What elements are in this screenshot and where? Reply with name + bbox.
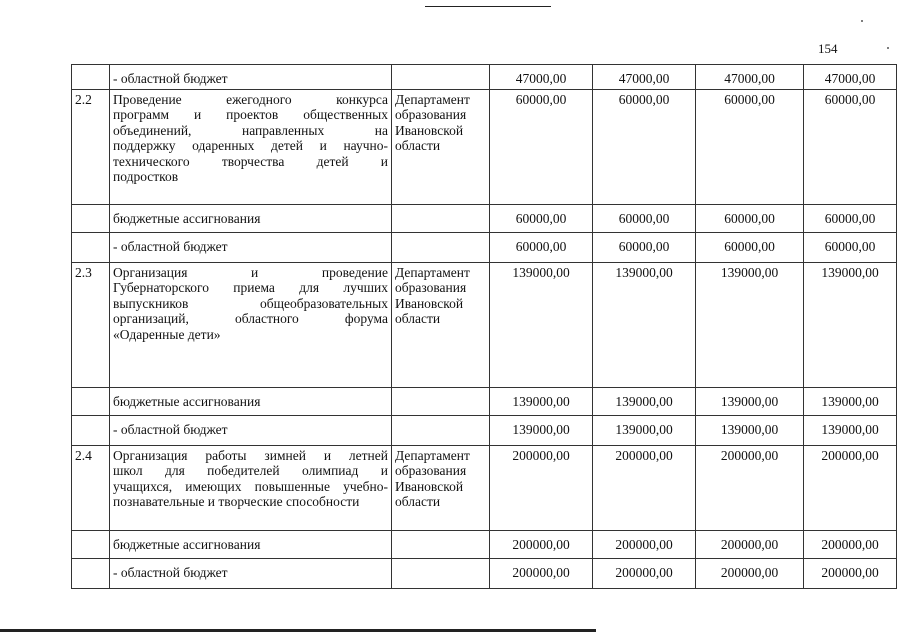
- row-index-cell: [72, 416, 110, 446]
- row-index-cell: [72, 233, 110, 263]
- amount-cell-year-1: 200000,00: [490, 531, 593, 559]
- scan-speck: [861, 20, 863, 22]
- description-cell: [110, 90, 392, 205]
- amount-cell-year-3: 139000,00: [696, 263, 804, 388]
- row-index-cell: [72, 65, 110, 90]
- department-cell: [392, 233, 490, 263]
- amount-cell-year-1: 60000,00: [490, 233, 593, 263]
- department-line: образования: [395, 463, 467, 479]
- amount-cell-year-3: 139000,00: [696, 416, 804, 446]
- description-line: Губернаторского приема для лучших: [113, 280, 388, 296]
- row-index-cell: [72, 531, 110, 559]
- description-line: Организация и проведение: [113, 265, 388, 280]
- department-line: Ивановской: [395, 478, 464, 494]
- amount-cell-year-1: 60000,00: [490, 90, 593, 205]
- department-line: Ивановской: [395, 295, 464, 311]
- amount-cell-year-2: 47000,00: [593, 65, 696, 90]
- department-cell: [392, 263, 490, 388]
- amount-cell-year-1: 60000,00: [490, 205, 593, 233]
- department-cell: [392, 90, 490, 205]
- row-index-cell: 2.2: [72, 90, 110, 205]
- amount-cell-year-2: 139000,00: [593, 416, 696, 446]
- amount-cell-year-1: 200000,00: [490, 446, 593, 531]
- row-index-cell: [72, 559, 110, 589]
- table-row-funding: [72, 416, 897, 446]
- description-line: учащихся, имеющих повышенные учебно-: [113, 478, 388, 494]
- amount-cell-year-3: 200000,00: [696, 559, 804, 589]
- amount-cell-year-3: 47000,00: [696, 65, 804, 90]
- amount-cell-year-4: 139000,00: [804, 416, 897, 446]
- description-cell: [110, 263, 392, 388]
- description-cell: - областной бюджет: [110, 233, 392, 263]
- amount-cell-year-3: 139000,00: [696, 388, 804, 416]
- amount-cell-year-4: 60000,00: [804, 90, 897, 205]
- department-line: области: [395, 138, 441, 154]
- amount-cell-year-2: 139000,00: [593, 263, 696, 388]
- table-row-funding: [72, 388, 897, 416]
- table-row-activity: [72, 263, 897, 388]
- amount-cell-year-4: 139000,00: [804, 263, 897, 388]
- row-index-cell: [72, 205, 110, 233]
- scan-speck: [887, 47, 889, 49]
- department-cell: [392, 416, 490, 446]
- description-line: организаций, областного форума: [113, 311, 388, 327]
- amount-cell-year-4: 47000,00: [804, 65, 897, 90]
- row-index-cell: [72, 388, 110, 416]
- top-rule: [425, 6, 551, 7]
- description-line: выпускников общеобразовательных: [113, 295, 388, 311]
- description-line: технического творчества детей и: [113, 153, 388, 169]
- table-row-activity: [72, 446, 897, 531]
- amount-cell-year-4: 200000,00: [804, 446, 897, 531]
- amount-cell-year-4: 200000,00: [804, 531, 897, 559]
- amount-cell-year-3: 200000,00: [696, 446, 804, 531]
- description-line: поддержку одаренных детей и научно-: [113, 138, 388, 154]
- department-cell: [392, 65, 490, 90]
- amount-cell-year-3: 60000,00: [696, 90, 804, 205]
- description-cell: бюджетные ассигнования: [110, 388, 392, 416]
- table-row-funding: [72, 205, 897, 233]
- table-row-funding: [72, 65, 897, 90]
- amount-cell-year-3: 60000,00: [696, 233, 804, 263]
- amount-cell-year-2: 60000,00: [593, 233, 696, 263]
- amount-cell-year-2: 200000,00: [593, 559, 696, 589]
- description-cell: [110, 446, 392, 531]
- description-line: познавательные и творческие способности: [113, 494, 360, 510]
- description-line: школ для победителей олимпиад и: [113, 463, 388, 479]
- department-cell: [392, 446, 490, 531]
- description-cell: бюджетные ассигнования: [110, 205, 392, 233]
- department-line: образования: [395, 280, 467, 296]
- page-number: 154: [818, 41, 838, 56]
- amount-cell-year-3: 200000,00: [696, 531, 804, 559]
- department-cell: [392, 559, 490, 589]
- description-line: объединений, направленных на: [113, 122, 388, 138]
- description-cell: - областной бюджет: [110, 416, 392, 446]
- amount-cell-year-4: 60000,00: [804, 233, 897, 263]
- amount-cell-year-1: 139000,00: [490, 388, 593, 416]
- department-cell: [392, 388, 490, 416]
- bottom-rule: [0, 629, 596, 632]
- amount-cell-year-4: 200000,00: [804, 559, 897, 589]
- department-line: Ивановской: [395, 122, 464, 138]
- department-cell: [392, 531, 490, 559]
- department-cell: [392, 205, 490, 233]
- description-line: Организация работы зимней и летней: [113, 448, 388, 463]
- amount-cell-year-2: 139000,00: [593, 388, 696, 416]
- amount-cell-year-3: 60000,00: [696, 205, 804, 233]
- department-line: области: [395, 494, 441, 510]
- amount-cell-year-2: 200000,00: [593, 446, 696, 531]
- description-line: программ и проектов общественных: [113, 107, 388, 123]
- table-row-funding: [72, 559, 897, 589]
- row-index-cell: 2.3: [72, 263, 110, 388]
- amount-cell-year-1: 47000,00: [490, 65, 593, 90]
- table-row-funding: [72, 531, 897, 559]
- description-cell: - областной бюджет: [110, 65, 392, 90]
- description-cell: бюджетные ассигнования: [110, 531, 392, 559]
- description-line: Проведение ежегодного конкурса: [113, 92, 388, 107]
- amount-cell-year-4: 60000,00: [804, 205, 897, 233]
- budget-table: [71, 64, 897, 589]
- description-cell: - областной бюджет: [110, 559, 392, 589]
- amount-cell-year-4: 139000,00: [804, 388, 897, 416]
- amount-cell-year-1: 139000,00: [490, 416, 593, 446]
- amount-cell-year-2: 200000,00: [593, 531, 696, 559]
- table-row-funding: [72, 233, 897, 263]
- department-line: образования: [395, 107, 467, 123]
- department-line: Департамент: [395, 448, 470, 463]
- amount-cell-year-1: 139000,00: [490, 263, 593, 388]
- description-line: подростков: [113, 169, 179, 185]
- department-line: Департамент: [395, 92, 470, 107]
- row-index-cell: 2.4: [72, 446, 110, 531]
- department-line: области: [395, 311, 441, 327]
- amount-cell-year-2: 60000,00: [593, 205, 696, 233]
- amount-cell-year-2: 60000,00: [593, 90, 696, 205]
- description-line: «Одаренные дети»: [113, 326, 221, 342]
- department-line: Департамент: [395, 265, 470, 280]
- table-row-activity: [72, 90, 897, 205]
- amount-cell-year-1: 200000,00: [490, 559, 593, 589]
